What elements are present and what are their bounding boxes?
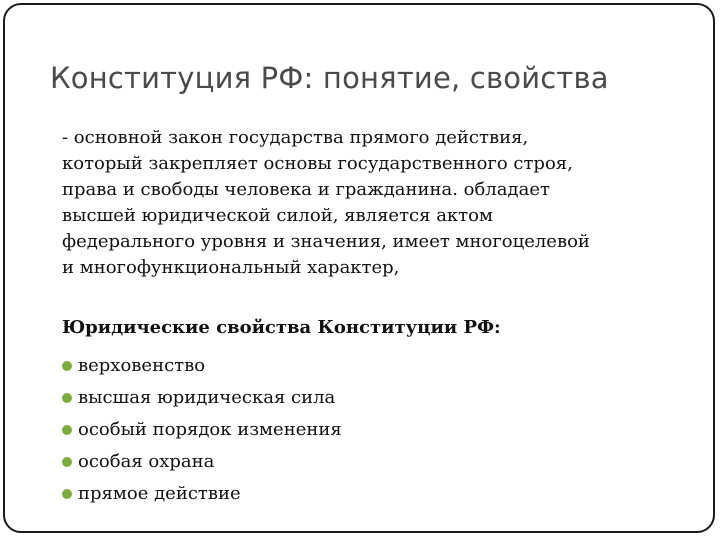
- definition-line: который закрепляет основы государственного строя,: [62, 153, 573, 174]
- definition-line: - основной закон государства прямого действия,: [62, 127, 529, 148]
- definition-line: права и свободы человека и гражданина. обладает: [62, 179, 550, 200]
- list-item-label: прямое действие: [78, 482, 241, 504]
- slide-title: Конституция РФ: понятие, свойства: [50, 61, 609, 95]
- list-item: [62, 477, 342, 509]
- bullet-icon: [62, 489, 72, 499]
- list-item: [62, 445, 342, 477]
- list-item-label: особая охрана: [78, 450, 215, 472]
- bullet-icon: [62, 457, 72, 467]
- properties-list: [62, 349, 342, 509]
- slide-frame: [3, 3, 715, 533]
- list-item: [62, 381, 342, 413]
- list-item-label: особый порядок изменения: [78, 418, 342, 440]
- definition-line: и многофункциональный характер,: [62, 257, 400, 278]
- bullet-icon: [62, 393, 72, 403]
- list-item: [62, 349, 342, 381]
- definition-text: [62, 125, 682, 281]
- definition-line: федерального уровня и значения, имеет многоцелевой: [62, 231, 590, 252]
- properties-heading: Юридические свойства Конституции РФ:: [62, 317, 501, 338]
- list-item-label: верховенство: [78, 354, 206, 376]
- list-item-label: высшая юридическая сила: [78, 386, 336, 408]
- list-item: [62, 413, 342, 445]
- definition-line: высшей юридической силой, является актом: [62, 205, 493, 226]
- bullet-icon: [62, 425, 72, 435]
- bullet-icon: [62, 361, 72, 371]
